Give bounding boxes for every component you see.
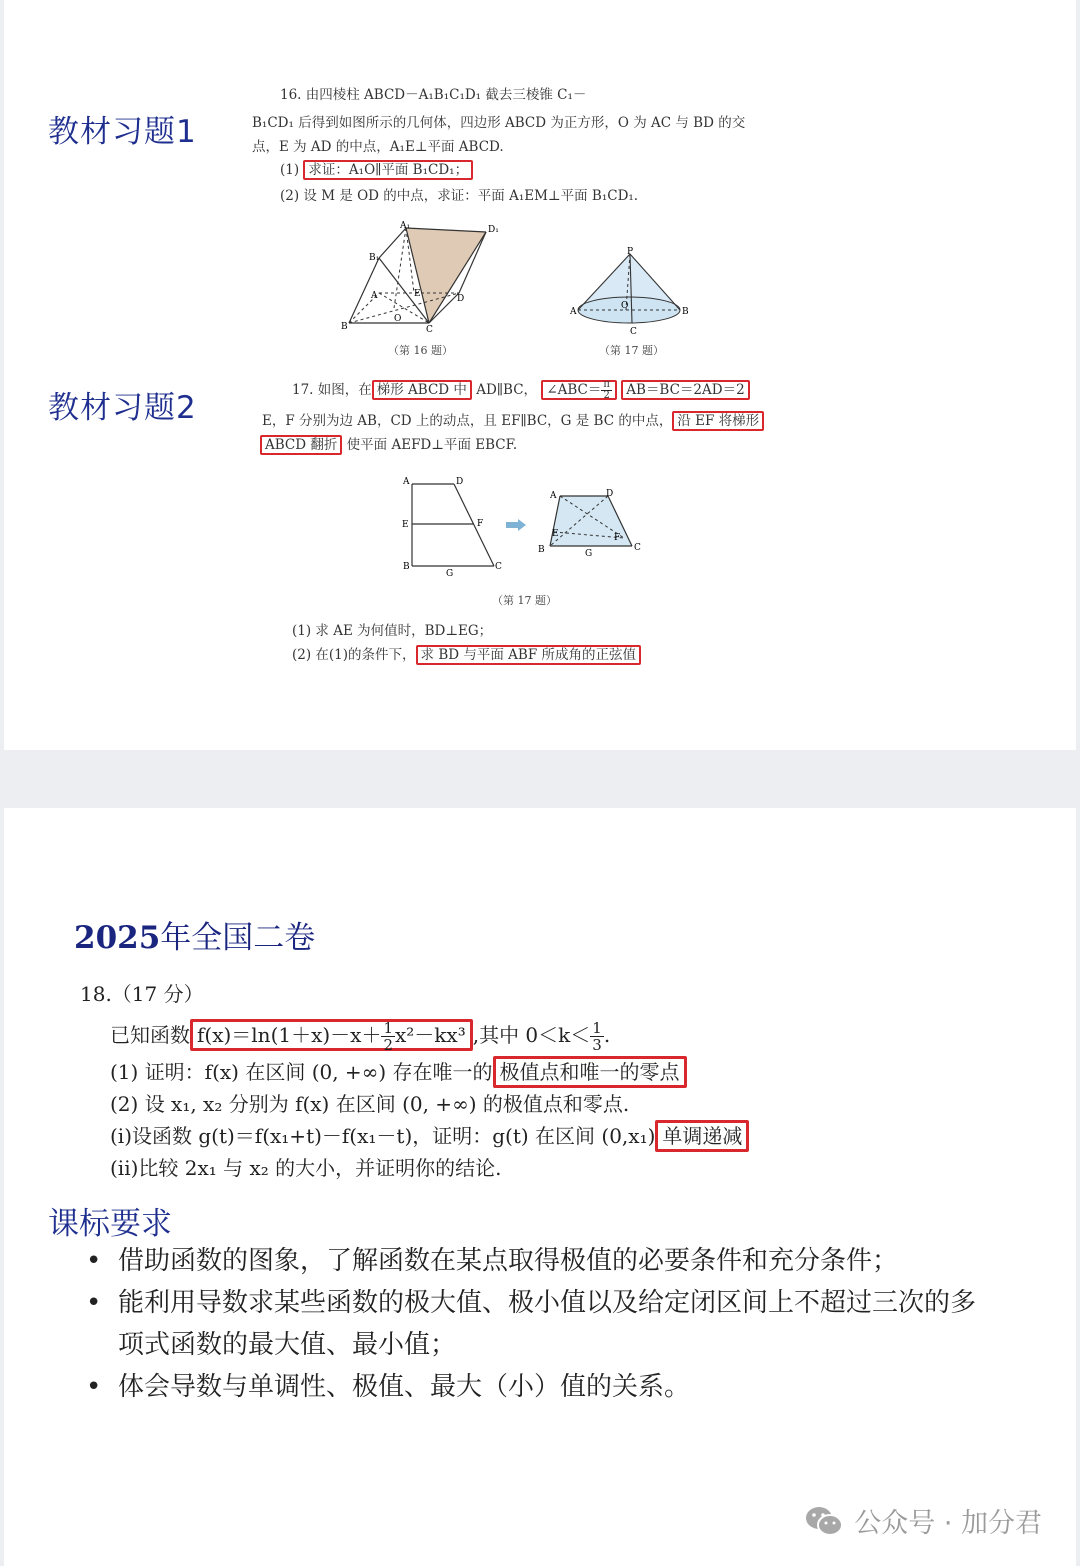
requirements-list	[78, 1240, 998, 1408]
label-o: O	[394, 314, 402, 324]
requirement-item	[78, 1366, 998, 1408]
figure-16-prism	[334, 218, 504, 336]
part-2-i-text: (i)设函数 g(t)＝f(x₁+t)－f(x₁－t)，证明：g(t) 在区间 (0,x₁)	[110, 1124, 656, 1148]
q18-part-2-ii: (ii)比较 2x₁ 与 x₂ 的大小，并证明你的结论.	[110, 1156, 502, 1180]
label-b1: B₁	[369, 253, 380, 263]
watermark	[804, 1501, 1042, 1540]
cone-label-a: A	[570, 307, 577, 317]
angle-frac-num: π	[603, 379, 610, 390]
highlight-box-parallel-proof: 求证：A₁O∥平面 B₁CD₁；	[303, 160, 473, 180]
requirement-text: 能利用导数求某些函数的极大值、极小值以及给定闭区间上不超过三次的多项式函数的最大值、最小值；	[118, 1288, 977, 1360]
q18-header: 18.（17 分）	[80, 982, 204, 1006]
exam-title	[74, 912, 315, 957]
question-2-prefix: (2) 在(1)的条件下，	[292, 647, 416, 663]
highlight-box-decreasing: 单调递减	[655, 1120, 749, 1152]
cone-label-c: C	[630, 327, 637, 336]
highlight-box-extremum: 极值点和唯一的零点	[493, 1056, 687, 1088]
fold-label-d: D	[606, 489, 614, 499]
line-2-text: E，F 分别为边 AB，CD 上的动点，且 EF∥BC，G 是 BC 的中点，	[262, 413, 673, 429]
problem-17-line-1	[292, 380, 750, 401]
fold-label-g: G	[585, 549, 593, 559]
frac-half-num: 1	[383, 1019, 393, 1037]
fold-arrow-icon	[506, 519, 526, 531]
watermark-text: 公众号 · 加分君	[854, 1508, 1042, 1539]
problem-17-question-1: (1) 求 AE 为何值时，BD⊥EG；	[292, 623, 493, 639]
trap-label-b: B	[403, 562, 410, 572]
exercise-2-title: 教材习题2	[48, 390, 197, 426]
label-a1: A₁	[400, 221, 411, 231]
highlight-box-trapezoid: 梯形 ABCD 中	[372, 380, 472, 400]
highlight-box-lengths: AB＝BC＝2AD＝2	[621, 380, 749, 400]
problem-16-line-3: 点，E 为 AD 的中点，A₁E⊥平面 ABCD.	[252, 139, 504, 155]
figure-16-caption: （第 16 题）	[388, 344, 453, 357]
label-b: B	[341, 322, 348, 332]
highlight-box-fold-1: 沿 EF 将梯形	[672, 411, 764, 431]
problem-16-part-1	[280, 161, 473, 179]
part-1-text: (1) 证明：f(x) 在区间 (0, +∞) 存在唯一的	[110, 1060, 493, 1084]
q18-part-1	[110, 1058, 687, 1086]
label-e: E	[414, 289, 421, 299]
bullet: •	[86, 1288, 102, 1318]
figure-17-trapezoid	[394, 474, 654, 582]
fold-label-c: C	[634, 543, 641, 553]
problem-17-number: 17. 如图，在	[292, 382, 372, 398]
fold-label-b: B	[538, 545, 545, 555]
exam-slide	[4, 808, 1076, 1566]
label-a: A	[371, 291, 378, 301]
highlight-box-sine: 求 BD 与平面 ABF 所成角的正弦值	[416, 645, 641, 665]
angle-frac-den: 2	[603, 390, 610, 401]
trap-label-c: C	[495, 562, 502, 572]
given-function-text: 已知函数	[110, 1023, 190, 1047]
figure-17a-caption: （第 17 题）	[599, 344, 664, 357]
bullet: •	[86, 1372, 102, 1402]
q18-part-2-i	[110, 1122, 749, 1150]
trap-label-e: E	[402, 520, 409, 530]
bullet: •	[86, 1246, 102, 1276]
cone-label-b: B	[682, 307, 689, 317]
exam-year: 2025	[74, 920, 161, 956]
requirement-item	[78, 1240, 998, 1282]
problem-17-line-3	[260, 436, 517, 454]
requirement-text: 借助函数的图象，了解函数在某点取得极值的必要条件和充分条件；	[118, 1246, 899, 1276]
highlight-box-fold-2: ABCD 翻折	[260, 435, 342, 455]
label-d: D	[457, 294, 465, 304]
cone-label-p: P	[627, 247, 634, 257]
wechat-icon	[804, 1505, 844, 1537]
q18-part-2: (2) 设 x₁, x₂ 分别为 f(x) 在区间 (0, +∞) 的极值点和零点.	[110, 1092, 630, 1116]
exam-name: 年全国二卷	[160, 920, 316, 956]
problem-17-question-2	[292, 646, 641, 664]
requirement-item	[78, 1282, 998, 1366]
trap-label-d: D	[456, 477, 464, 487]
highlight-box-function	[190, 1019, 473, 1054]
exercise-1-title: 教材习题1	[48, 114, 197, 150]
sentence-end: .	[603, 1023, 611, 1047]
label-c: C	[426, 325, 433, 335]
k-range-text: ,其中 0＜k＜	[472, 1023, 591, 1047]
problem-17-line-2	[262, 412, 764, 430]
fold-label-a: A	[550, 491, 557, 501]
trap-label-a: A	[403, 477, 410, 487]
problem-16-line-1: 16. 由四棱柱 ABCD－A₁B₁C₁D₁ 截去三棱锥 C₁－	[280, 87, 587, 103]
trap-label-g: G	[446, 569, 454, 579]
q18-function-line	[110, 1020, 610, 1053]
cone-label-o: O	[621, 301, 629, 311]
line-3-text: 使平面 AEFD⊥平面 EBCF.	[346, 437, 518, 453]
fold-label-f: F	[614, 533, 621, 543]
frac-third-num: 1	[592, 1019, 602, 1037]
function-expr-2: x²－kx³	[395, 1023, 466, 1047]
fold-label-e: E	[552, 529, 559, 539]
label-d1: D₁	[488, 225, 499, 235]
highlight-box-angle	[541, 380, 617, 400]
problem-16-line-2: B₁CD₁ 后得到如图所示的几何体，四边形 ABCD 为正方形，O 为 AC 与 BD 的交	[252, 115, 746, 131]
problem-16-part-2: (2) 设 M 是 OD 的中点，求证：平面 A₁EM⊥平面 B₁CD₁.	[280, 188, 639, 204]
frac-third-den: 3	[592, 1036, 602, 1054]
ad-parallel-bc: AD∥BC，	[476, 382, 538, 398]
textbook-exercises-slide	[4, 0, 1076, 750]
angle-text: ∠ABC＝	[546, 382, 602, 398]
requirement-text: 体会导数与单调性、极值、最大（小）值的关系。	[118, 1372, 691, 1402]
function-expr-1: f(x)＝ln(1＋x)－x＋	[197, 1023, 382, 1047]
trap-label-f: F	[477, 519, 484, 529]
part-1-prefix: (1)	[280, 162, 300, 178]
curriculum-requirements-title: 课标要求	[48, 1206, 172, 1242]
frac-half-den: 2	[383, 1036, 393, 1054]
figure-17-cone	[564, 244, 694, 336]
figure-17b-caption: （第 17 题）	[492, 594, 557, 607]
